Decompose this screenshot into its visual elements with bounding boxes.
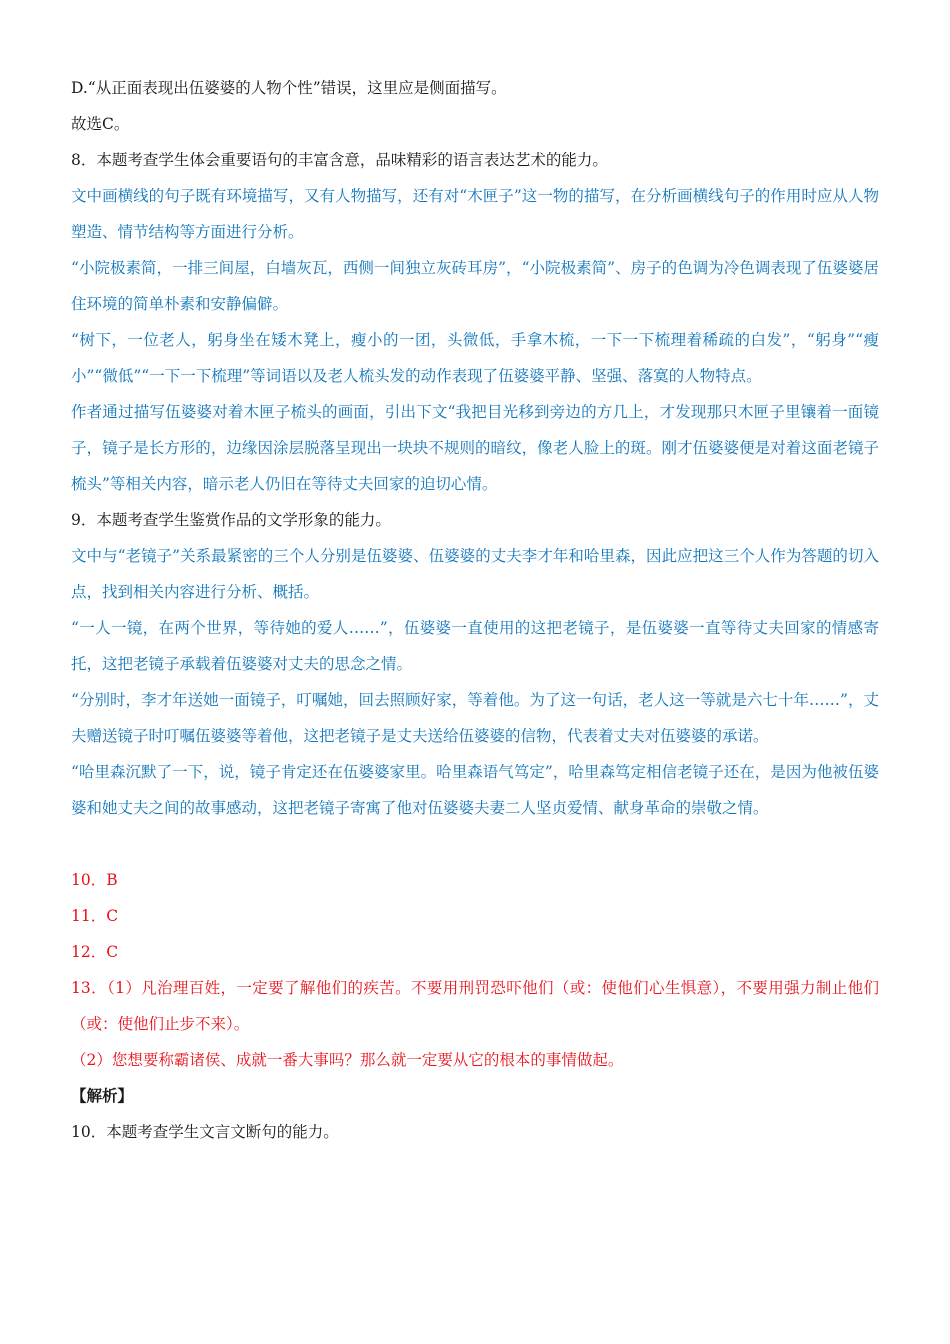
answer-10: 10．B: [71, 871, 118, 889]
answer-13-part-2: （2）您想要称霸诸侯、成就一番大事吗？那么就一定要从它的根本的事情做起。: [71, 1051, 624, 1069]
q8-analysis-2: “小院极素简，一排三间屋，白墙灰瓦，西侧一间独立灰砖耳房”，“小院极素简”、房子的色调为冷色调表现了伍婆婆居住环境的简单朴素和安静偏僻。: [71, 259, 879, 313]
q8-analysis-1: 文中画横线的句子既有环境描写，又有人物描写，还有对“木匣子”这一物的描写，在分析画横线句子的作用时应从人物塑造、情节结构等方面进行分析。: [71, 187, 879, 241]
analysis-heading: 【解析】: [71, 1086, 134, 1105]
answer-choice-c: 故选C。: [71, 115, 130, 133]
q9-analysis-1: 文中与“老镜子”关系最紧密的三个人分别是伍婆婆、伍婆婆的丈夫李才年和哈里森，因此应把这三个人作为答题的切入点，找到相关内容进行分析、概括。: [71, 547, 879, 601]
q8-heading: 8．本题考查学生体会重要语句的丰富含意，品味精彩的语言表达艺术的能力。: [71, 151, 608, 169]
document-page: [71, 70, 879, 1150]
q9-heading: 9．本题考查学生鉴赏作品的文学形象的能力。: [71, 511, 391, 529]
q10-heading: 10．本题考查学生文言文断句的能力。: [71, 1123, 339, 1141]
q8-analysis-4: 作者通过描写伍婆婆对着木匣子梳头的画面，引出下文“我把目光移到旁边的方几上，才发现那只木匣子里镶着一面镜子，镜子是长方形的，边缘因涂层脱落呈现出一块块不规则的暗纹，像老人脸上的斑。刚才伍婆婆便是对着这面老镜子梳头”等相关内容，暗示老人仍旧在等待丈夫回家的迫切心情。: [71, 403, 879, 493]
q9-analysis-4: “哈里森沉默了一下，说，镜子肯定还在伍婆婆家里。哈里森语气笃定”，哈里森笃定相信老镜子还在，是因为他被伍婆婆和她丈夫之间的故事感动，这把老镜子寄寓了他对伍婆婆夫妻二人坚贞爱情、献身革命的崇敬之情。: [71, 763, 879, 817]
q8-analysis-3: “树下，一位老人，躬身坐在矮木凳上，瘦小的一团，头微低，手拿木梳，一下一下梳理着稀疏的白发”，“躬身”“瘦小”“微低”“一下一下梳理”等词语以及老人梳头发的动作表现了伍婆婆平静、坚强、落寞的人物特点。: [71, 331, 879, 385]
answer-11: 11．C: [71, 907, 119, 925]
q9-analysis-3: “分别时，李才年送她一面镜子，叮嘱她，回去照顾好家，等着他。为了这一句话，老人这一等就是六七十年……”，丈夫赠送镜子时叮嘱伍婆婆等着他，这把老镜子是丈夫送给伍婆婆的信物，代表着丈夫对伍婆婆的承诺。: [71, 691, 879, 745]
q9-analysis-2: “一人一镜，在两个世界，等待她的爱人……”，伍婆婆一直使用的这把老镜子，是伍婆婆一直等待丈夫回家的情感寄托，这把老镜子承载着伍婆婆对丈夫的思念之情。: [71, 619, 879, 673]
answer-12: 12．C: [71, 943, 119, 961]
answer-d-explanation: D.“从正面表现出伍婆婆的人物个性”错误，这里应是侧面描写。: [71, 79, 507, 97]
answer-13-part-1: 13．（1）凡治理百姓，一定要了解他们的疾苦。不要用刑罚恐吓他们（或：使他们心生惧意），不要用强力制止他们（或：使他们止步不来）。: [71, 979, 879, 1033]
blank-line: [71, 826, 879, 862]
